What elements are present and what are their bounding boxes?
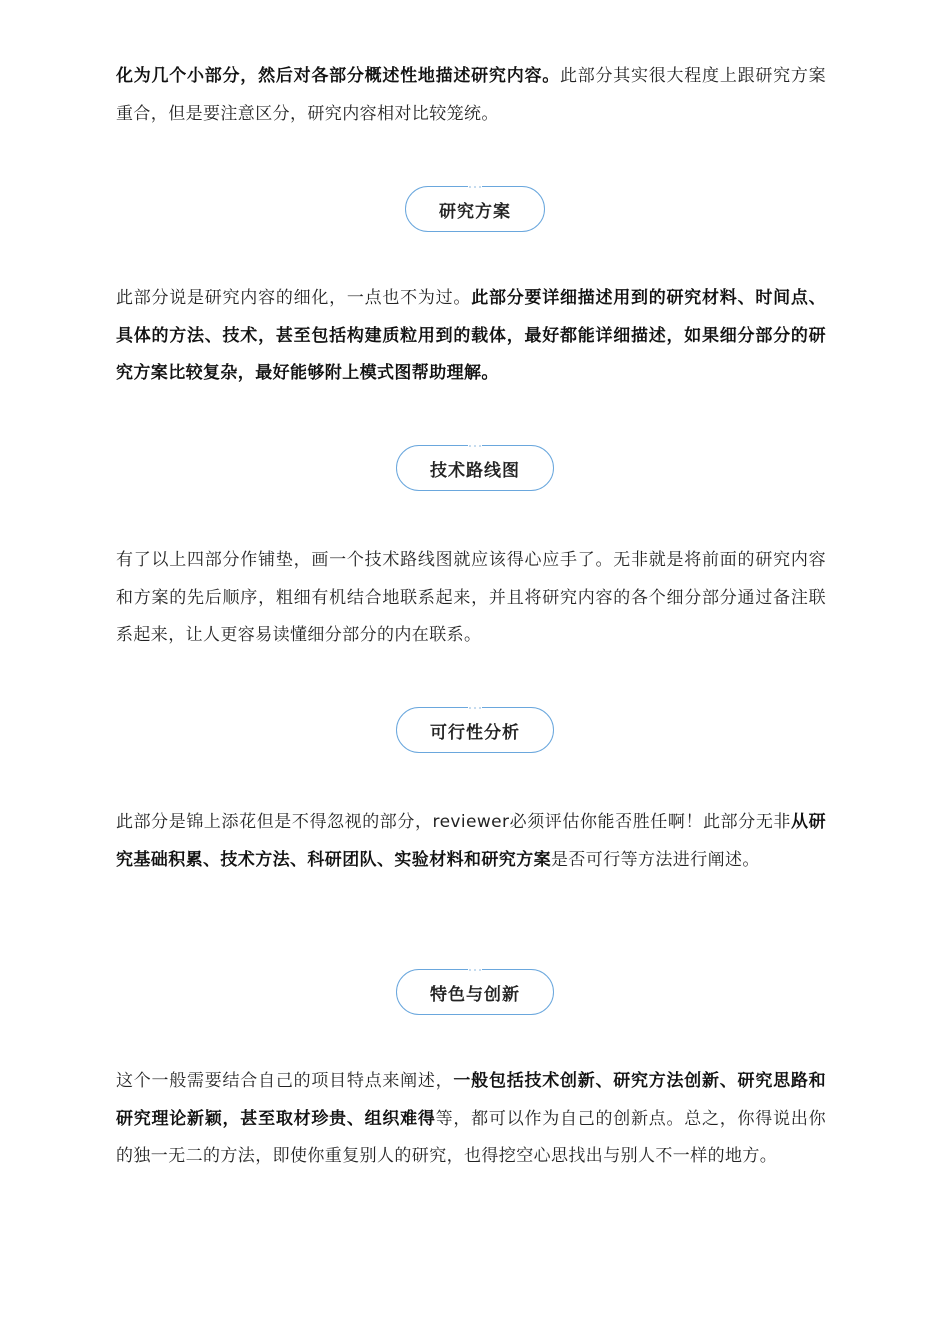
section-heading-label: 可行性分析: [430, 722, 520, 743]
tech-roadmap-paragraph: [116, 542, 826, 655]
intro-bold-text: 化为几个小部分，然后对各部分概述性地描述研究内容。: [116, 66, 560, 86]
research-plan-paragraph: [116, 280, 826, 393]
pill-dots-decoration: [468, 968, 482, 971]
innovation-text-end: 等，都可以作为自己的创新点。总之，你得说出你的独一无二的方法，即使你重复别人的研究，也得挖空心思找出与别人不一样的地方。: [116, 1108, 826, 1166]
section-heading-label: 特色与创新: [430, 984, 520, 1005]
section-heading-tech-roadmap: [396, 445, 554, 491]
pill-dots-decoration: [468, 185, 482, 188]
research-plan-bold-text: 此部分要详细描述用到的研究材料、时间点、具体的方法、技术，甚至包括构建质粒用到的载体，最好都能详细描述，如果细分部分的研究方案比较复杂，最好能够附上模式图帮助理解。: [116, 288, 827, 383]
innovation-text: 这个一般需要结合自己的项目特点来阐述，: [116, 1071, 454, 1091]
intro-paragraph: [116, 58, 826, 133]
section-heading-label: 研究方案: [439, 201, 511, 222]
section-heading-label: 技术路线图: [430, 460, 520, 481]
feasibility-text-end: 是否可行等方法进行阐述。: [551, 849, 760, 870]
pill-dots-decoration: [468, 444, 482, 447]
pill-dots-decoration: [468, 706, 482, 709]
tech-roadmap-text: 有了以上四部分作铺垫，画一个技术路线图就应该得心应手了。无非就是将前面的研究内容和方案的先后顺序，粗细有机结合地联系起来，并且将研究内容的各个细分部分通过备注联系起来，让人更容易读懂细分部分的内在联系。: [116, 550, 826, 645]
section-heading-research-plan: [405, 186, 545, 232]
feasibility-paragraph: [116, 804, 826, 879]
innovation-bold-text: 一般包括技术创新、研究方法创新、研究思路和研究理论新颖，甚至取材珍贵、组织难得: [116, 1071, 826, 1129]
innovation-paragraph: [116, 1063, 826, 1176]
section-heading-feasibility: [396, 707, 554, 753]
feasibility-bold-text: 从研究基础积累、技术方法、科研团队、实验材料和研究方案: [116, 812, 826, 870]
intro-text: 此部分其实很大程度上跟研究方案重合，但是要注意区分，研究内容相对比较笼统。: [116, 66, 827, 124]
research-plan-text: 此部分说是研究内容的细化，一点也不为过。: [116, 288, 472, 308]
feasibility-text: 此部分是锦上添花但是不得忽视的部分，reviewer必须评估你能否胜任啊！此部分无非: [116, 812, 791, 832]
section-heading-innovation: [396, 969, 554, 1015]
